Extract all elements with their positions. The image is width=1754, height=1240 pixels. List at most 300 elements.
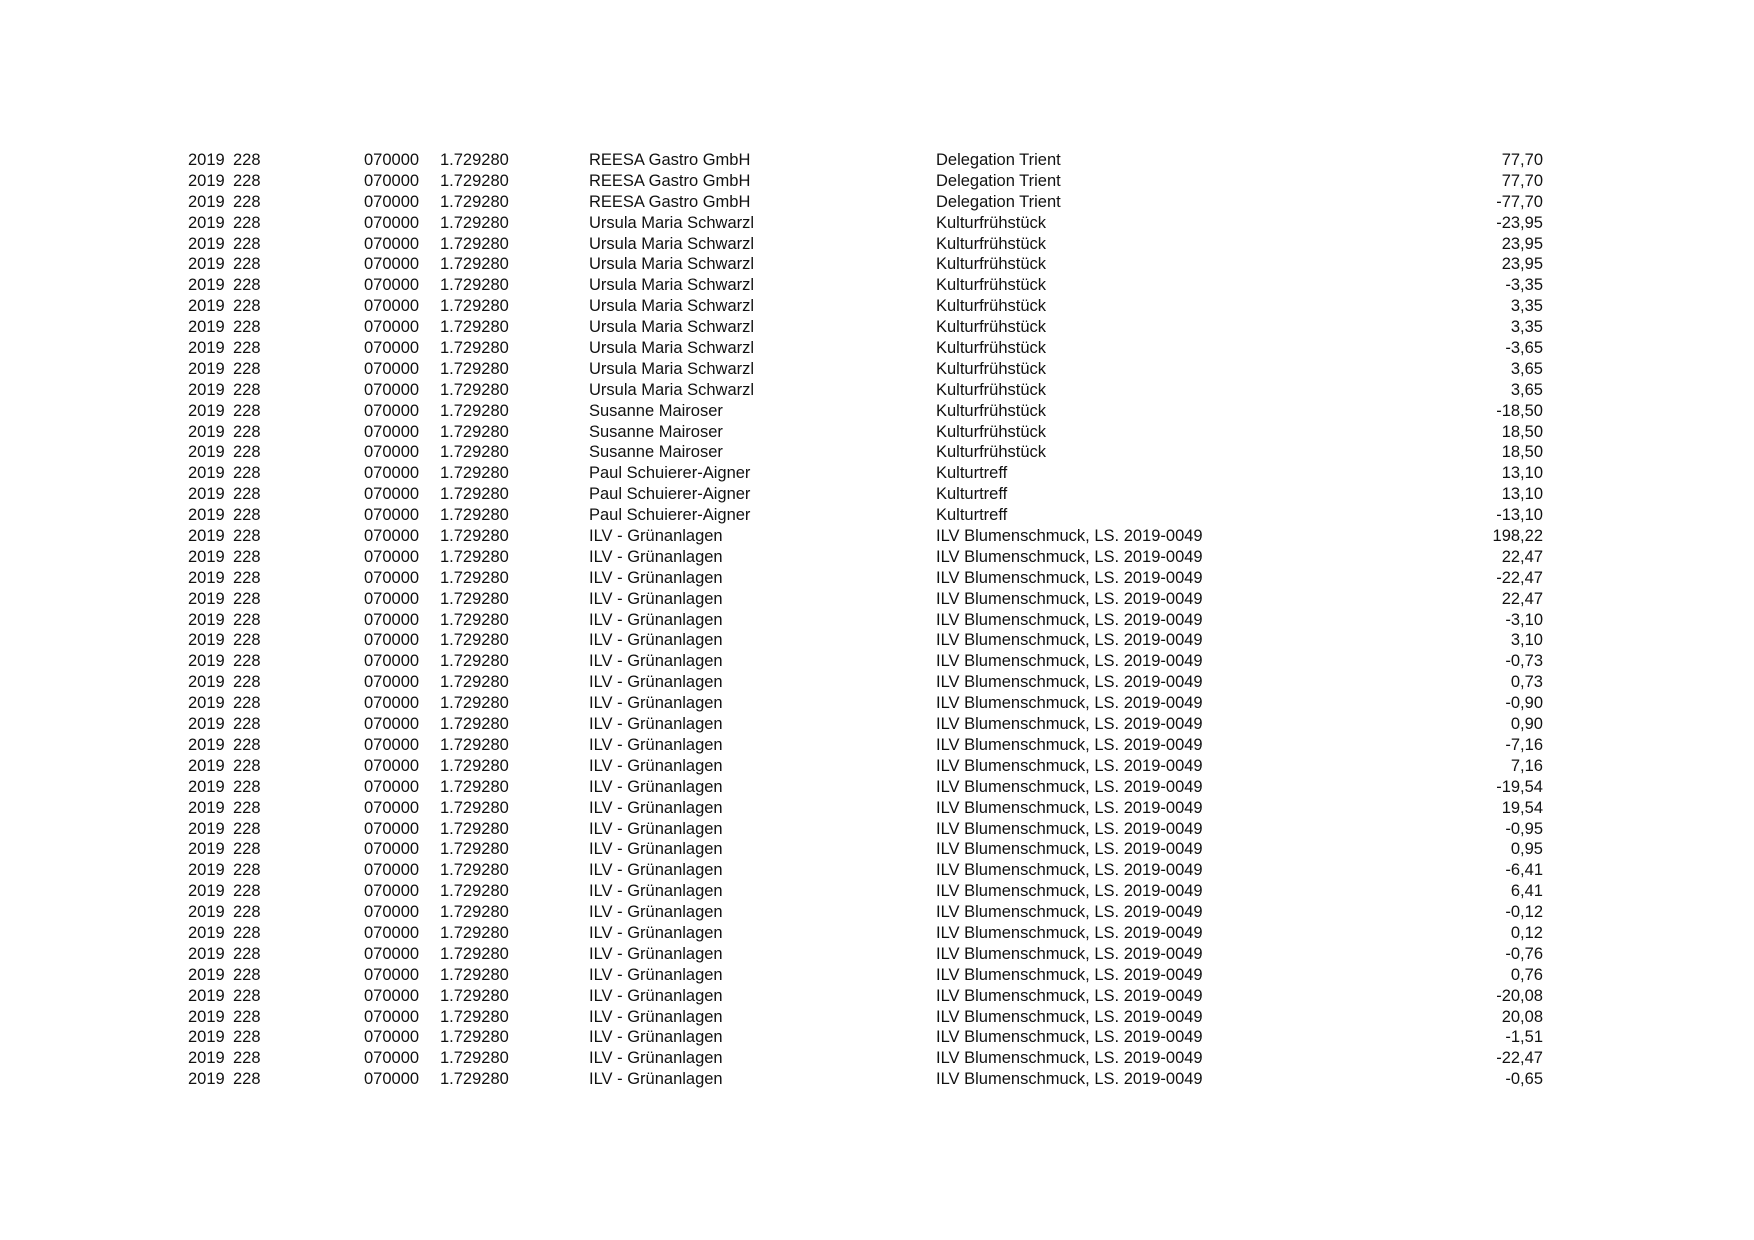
number-cell: 228	[233, 756, 261, 775]
year-cell: 2019	[188, 359, 225, 378]
description-cell: Kulturfrühstück	[936, 443, 1047, 462]
amount-cell: 22,47	[1501, 589, 1543, 608]
code-cell: 070000	[364, 359, 420, 378]
table-row	[0, 714, 1754, 735]
amount-cell: -0,90	[1505, 694, 1543, 713]
code-cell: 070000	[364, 1070, 420, 1089]
amount-cell: -20,08	[1496, 986, 1543, 1005]
code-cell: 070000	[364, 1049, 420, 1068]
year-cell: 2019	[188, 527, 225, 546]
year-cell: 2019	[188, 715, 225, 734]
amount-cell: 23,95	[1501, 234, 1543, 253]
table-row	[0, 192, 1754, 213]
year-cell: 2019	[188, 464, 225, 483]
code-cell: 070000	[364, 610, 420, 629]
name-cell: REESA Gastro GmbH	[589, 151, 751, 169]
number-cell: 228	[233, 297, 261, 316]
table-row	[0, 651, 1754, 672]
name-cell: REESA Gastro GmbH	[589, 171, 751, 190]
account-cell: 1.729280	[440, 443, 509, 462]
year-cell: 2019	[188, 318, 225, 337]
table-row	[0, 380, 1754, 401]
account-cell: 1.729280	[440, 965, 509, 984]
number-cell: 228	[233, 610, 261, 629]
code-cell: 070000	[364, 485, 420, 504]
name-cell: ILV - Grünanlagen	[589, 1007, 723, 1026]
year-cell: 2019	[188, 986, 225, 1005]
year-cell: 2019	[188, 631, 225, 650]
description-cell: ILV Blumenschmuck, LS. 2019-0049	[936, 777, 1203, 796]
number-cell: 228	[233, 401, 261, 420]
year-cell: 2019	[188, 1049, 225, 1068]
name-cell: Ursula Maria Schwarzl	[589, 339, 755, 358]
table-row	[0, 923, 1754, 944]
number-cell: 228	[233, 547, 261, 566]
name-cell: ILV - Grünanlagen	[589, 861, 723, 880]
amount-cell: 23,95	[1501, 255, 1543, 274]
amount-cell: 20,08	[1501, 1007, 1543, 1026]
account-cell: 1.729280	[440, 380, 509, 399]
description-cell: Delegation Trient	[936, 192, 1061, 211]
year-cell: 2019	[188, 861, 225, 880]
description-cell: ILV Blumenschmuck, LS. 2019-0049	[936, 986, 1203, 1005]
account-cell: 1.729280	[440, 903, 509, 922]
table-row	[0, 944, 1754, 965]
name-cell: ILV - Grünanlagen	[589, 527, 723, 546]
account-cell: 1.729280	[440, 339, 509, 358]
description-cell: ILV Blumenschmuck, LS. 2019-0049	[936, 610, 1203, 629]
account-cell: 1.729280	[440, 589, 509, 608]
amount-cell: 77,70	[1501, 171, 1543, 190]
table-row	[0, 213, 1754, 234]
account-cell: 1.729280	[440, 401, 509, 420]
code-cell: 070000	[364, 798, 420, 817]
account-cell: 1.729280	[440, 923, 509, 942]
description-cell: ILV Blumenschmuck, LS. 2019-0049	[936, 882, 1203, 901]
number-cell: 228	[233, 819, 261, 838]
description-cell: Kulturfrühstück	[936, 276, 1047, 295]
number-cell: 228	[233, 694, 261, 713]
code-cell: 070000	[364, 213, 420, 232]
description-cell: Kulturfrühstück	[936, 318, 1047, 337]
name-cell: Susanne Mairoser	[589, 443, 723, 462]
amount-cell: 3,65	[1510, 380, 1543, 399]
description-cell: Kulturfrühstück	[936, 359, 1047, 378]
table-row	[0, 401, 1754, 422]
name-cell: ILV - Grünanlagen	[589, 756, 723, 775]
account-cell: 1.729280	[440, 464, 509, 483]
account-cell: 1.729280	[440, 547, 509, 566]
description-cell: ILV Blumenschmuck, LS. 2019-0049	[936, 819, 1203, 838]
name-cell: ILV - Grünanlagen	[589, 1070, 723, 1089]
name-cell: ILV - Grünanlagen	[589, 903, 723, 922]
table-row	[0, 986, 1754, 1007]
year-cell: 2019	[188, 192, 225, 211]
year-cell: 2019	[188, 673, 225, 692]
year-cell: 2019	[188, 255, 225, 274]
name-cell: ILV - Grünanlagen	[589, 715, 723, 734]
table-row	[0, 1048, 1754, 1069]
code-cell: 070000	[364, 882, 420, 901]
code-cell: 070000	[364, 401, 420, 420]
account-cell: 1.729280	[440, 297, 509, 316]
number-cell: 228	[233, 318, 261, 337]
table-row	[0, 547, 1754, 568]
table-row	[0, 526, 1754, 547]
name-cell: ILV - Grünanlagen	[589, 923, 723, 942]
year-cell: 2019	[188, 547, 225, 566]
description-cell: ILV Blumenschmuck, LS. 2019-0049	[936, 798, 1203, 817]
description-cell: Delegation Trient	[936, 151, 1061, 169]
code-cell: 070000	[364, 777, 420, 796]
account-cell: 1.729280	[440, 485, 509, 504]
year-cell: 2019	[188, 339, 225, 358]
code-cell: 070000	[364, 1007, 420, 1026]
code-cell: 070000	[364, 861, 420, 880]
number-cell: 228	[233, 151, 261, 169]
table-row	[0, 860, 1754, 881]
year-cell: 2019	[188, 756, 225, 775]
year-cell: 2019	[188, 380, 225, 399]
number-cell: 228	[233, 944, 261, 963]
description-cell: ILV Blumenschmuck, LS. 2019-0049	[936, 1007, 1203, 1026]
name-cell: ILV - Grünanlagen	[589, 568, 723, 587]
code-cell: 070000	[364, 631, 420, 650]
account-cell: 1.729280	[440, 673, 509, 692]
year-cell: 2019	[188, 1028, 225, 1047]
table-row	[0, 463, 1754, 484]
table-row	[0, 589, 1754, 610]
account-cell: 1.729280	[440, 840, 509, 859]
name-cell: ILV - Grünanlagen	[589, 777, 723, 796]
description-cell: ILV Blumenschmuck, LS. 2019-0049	[936, 903, 1203, 922]
amount-cell: -77,70	[1496, 192, 1543, 211]
number-cell: 228	[233, 485, 261, 504]
number-cell: 228	[233, 527, 261, 546]
code-cell: 070000	[364, 652, 420, 671]
code-cell: 070000	[364, 547, 420, 566]
code-cell: 070000	[364, 171, 420, 190]
year-cell: 2019	[188, 234, 225, 253]
amount-cell: 3,35	[1510, 318, 1543, 337]
name-cell: Ursula Maria Schwarzl	[589, 318, 755, 337]
account-cell: 1.729280	[440, 777, 509, 796]
number-cell: 228	[233, 923, 261, 942]
account-cell: 1.729280	[440, 527, 509, 546]
year-cell: 2019	[188, 1070, 225, 1089]
description-cell: ILV Blumenschmuck, LS. 2019-0049	[936, 840, 1203, 859]
table-row	[0, 317, 1754, 338]
table-row	[0, 839, 1754, 860]
account-cell: 1.729280	[440, 568, 509, 587]
name-cell: Paul Schuierer-Aigner	[589, 506, 751, 525]
description-cell: ILV Blumenschmuck, LS. 2019-0049	[936, 944, 1203, 963]
name-cell: ILV - Grünanlagen	[589, 840, 723, 859]
amount-cell: -19,54	[1496, 777, 1543, 796]
number-cell: 228	[233, 1028, 261, 1047]
description-cell: Kulturfrühstück	[936, 380, 1047, 399]
amount-cell: 13,10	[1501, 464, 1543, 483]
account-cell: 1.729280	[440, 234, 509, 253]
year-cell: 2019	[188, 610, 225, 629]
table-row	[0, 610, 1754, 631]
table-row	[0, 881, 1754, 902]
description-cell: Delegation Trient	[936, 171, 1061, 190]
year-cell: 2019	[188, 944, 225, 963]
amount-cell: -22,47	[1496, 1049, 1543, 1068]
name-cell: Ursula Maria Schwarzl	[589, 380, 755, 399]
year-cell: 2019	[188, 568, 225, 587]
account-cell: 1.729280	[440, 715, 509, 734]
name-cell: ILV - Grünanlagen	[589, 694, 723, 713]
description-cell: ILV Blumenschmuck, LS. 2019-0049	[936, 694, 1203, 713]
number-cell: 228	[233, 568, 261, 587]
account-cell: 1.729280	[440, 506, 509, 525]
code-cell: 070000	[364, 464, 420, 483]
code-cell: 070000	[364, 276, 420, 295]
year-cell: 2019	[188, 589, 225, 608]
account-cell: 1.729280	[440, 1070, 509, 1089]
amount-cell: -18,50	[1496, 401, 1543, 420]
account-cell: 1.729280	[440, 359, 509, 378]
description-cell: ILV Blumenschmuck, LS. 2019-0049	[936, 861, 1203, 880]
year-cell: 2019	[188, 276, 225, 295]
number-cell: 228	[233, 903, 261, 922]
amount-cell: 3,10	[1510, 631, 1543, 650]
table-row	[0, 171, 1754, 192]
amount-cell: -22,47	[1496, 568, 1543, 587]
name-cell: ILV - Grünanlagen	[589, 986, 723, 1005]
account-cell: 1.729280	[440, 255, 509, 274]
number-cell: 228	[233, 213, 261, 232]
description-cell: ILV Blumenschmuck, LS. 2019-0049	[936, 547, 1203, 566]
code-cell: 070000	[364, 506, 420, 525]
code-cell: 070000	[364, 380, 420, 399]
code-cell: 070000	[364, 673, 420, 692]
amount-cell: 7,16	[1510, 756, 1543, 775]
number-cell: 228	[233, 777, 261, 796]
number-cell: 228	[233, 422, 261, 441]
description-cell: ILV Blumenschmuck, LS. 2019-0049	[936, 715, 1203, 734]
name-cell: Ursula Maria Schwarzl	[589, 255, 755, 274]
table-row	[0, 693, 1754, 714]
code-cell: 070000	[364, 923, 420, 942]
table-row	[0, 902, 1754, 923]
number-cell: 228	[233, 882, 261, 901]
description-cell: Kulturfrühstück	[936, 297, 1047, 316]
amount-cell: -0,95	[1505, 819, 1543, 838]
year-cell: 2019	[188, 882, 225, 901]
number-cell: 228	[233, 171, 261, 190]
amount-cell: 0,95	[1510, 840, 1543, 859]
account-cell: 1.729280	[440, 276, 509, 295]
account-cell: 1.729280	[440, 318, 509, 337]
name-cell: Paul Schuierer-Aigner	[589, 464, 751, 483]
description-cell: ILV Blumenschmuck, LS. 2019-0049	[936, 527, 1203, 546]
year-cell: 2019	[188, 923, 225, 942]
account-cell: 1.729280	[440, 756, 509, 775]
code-cell: 070000	[364, 1028, 420, 1047]
name-cell: Susanne Mairoser	[589, 401, 723, 420]
code-cell: 070000	[364, 903, 420, 922]
year-cell: 2019	[188, 798, 225, 817]
code-cell: 070000	[364, 527, 420, 546]
code-cell: 070000	[364, 840, 420, 859]
table-row	[0, 1027, 1754, 1048]
description-cell: ILV Blumenschmuck, LS. 2019-0049	[936, 923, 1203, 942]
table-row	[0, 442, 1754, 463]
number-cell: 228	[233, 965, 261, 984]
number-cell: 228	[233, 798, 261, 817]
description-cell: ILV Blumenschmuck, LS. 2019-0049	[936, 631, 1203, 650]
name-cell: Susanne Mairoser	[589, 422, 723, 441]
description-cell: ILV Blumenschmuck, LS. 2019-0049	[936, 673, 1203, 692]
table-row	[0, 819, 1754, 840]
number-cell: 228	[233, 840, 261, 859]
account-cell: 1.729280	[440, 213, 509, 232]
name-cell: REESA Gastro GmbH	[589, 192, 751, 211]
description-cell: Kulturfrühstück	[936, 234, 1047, 253]
amount-cell: 77,70	[1501, 151, 1543, 169]
description-cell: ILV Blumenschmuck, LS. 2019-0049	[936, 1028, 1203, 1047]
account-cell: 1.729280	[440, 610, 509, 629]
year-cell: 2019	[188, 506, 225, 525]
name-cell: ILV - Grünanlagen	[589, 944, 723, 963]
description-cell: ILV Blumenschmuck, LS. 2019-0049	[936, 965, 1203, 984]
amount-cell: 18,50	[1501, 443, 1543, 462]
account-cell: 1.729280	[440, 192, 509, 211]
table-row	[0, 422, 1754, 443]
table-row	[0, 1069, 1754, 1090]
name-cell: Paul Schuierer-Aigner	[589, 485, 751, 504]
year-cell: 2019	[188, 777, 225, 796]
name-cell: ILV - Grünanlagen	[589, 1049, 723, 1068]
amount-cell: -0,73	[1505, 652, 1543, 671]
number-cell: 228	[233, 1049, 261, 1068]
amount-cell: -3,10	[1505, 610, 1543, 629]
account-cell: 1.729280	[440, 1028, 509, 1047]
description-cell: ILV Blumenschmuck, LS. 2019-0049	[936, 735, 1203, 754]
number-cell: 228	[233, 861, 261, 880]
table-row	[0, 756, 1754, 777]
table-row	[0, 777, 1754, 798]
number-cell: 228	[233, 339, 261, 358]
number-cell: 228	[233, 986, 261, 1005]
amount-cell: 198,22	[1492, 527, 1543, 546]
year-cell: 2019	[188, 903, 225, 922]
code-cell: 070000	[364, 443, 420, 462]
name-cell: Ursula Maria Schwarzl	[589, 213, 755, 232]
code-cell: 070000	[364, 944, 420, 963]
name-cell: ILV - Grünanlagen	[589, 882, 723, 901]
name-cell: Ursula Maria Schwarzl	[589, 297, 755, 316]
code-cell: 070000	[364, 297, 420, 316]
amount-cell: -0,12	[1505, 903, 1543, 922]
ledger-table	[0, 150, 1754, 1090]
account-cell: 1.729280	[440, 652, 509, 671]
number-cell: 228	[233, 673, 261, 692]
table-row	[0, 296, 1754, 317]
table-row	[0, 798, 1754, 819]
description-cell: ILV Blumenschmuck, LS. 2019-0049	[936, 568, 1203, 587]
name-cell: ILV - Grünanlagen	[589, 652, 723, 671]
year-cell: 2019	[188, 819, 225, 838]
amount-cell: -7,16	[1505, 735, 1543, 754]
year-cell: 2019	[188, 422, 225, 441]
table-row	[0, 338, 1754, 359]
account-cell: 1.729280	[440, 986, 509, 1005]
name-cell: ILV - Grünanlagen	[589, 819, 723, 838]
amount-cell: -1,51	[1505, 1028, 1543, 1047]
amount-cell: 19,54	[1501, 798, 1543, 817]
account-cell: 1.729280	[440, 944, 509, 963]
amount-cell: -23,95	[1496, 213, 1543, 232]
name-cell: ILV - Grünanlagen	[589, 610, 723, 629]
year-cell: 2019	[188, 485, 225, 504]
number-cell: 228	[233, 380, 261, 399]
name-cell: ILV - Grünanlagen	[589, 631, 723, 650]
number-cell: 228	[233, 652, 261, 671]
description-cell: Kulturtreff	[936, 464, 1008, 483]
number-cell: 228	[233, 443, 261, 462]
code-cell: 070000	[364, 735, 420, 754]
amount-cell: 3,35	[1510, 297, 1543, 316]
year-cell: 2019	[188, 965, 225, 984]
table-row	[0, 254, 1754, 275]
number-cell: 228	[233, 735, 261, 754]
amount-cell: -6,41	[1505, 861, 1543, 880]
table-row	[0, 1007, 1754, 1028]
year-cell: 2019	[188, 171, 225, 190]
description-cell: Kulturfrühstück	[936, 255, 1047, 274]
year-cell: 2019	[188, 213, 225, 232]
number-cell: 228	[233, 506, 261, 525]
code-cell: 070000	[364, 192, 420, 211]
amount-cell: -0,76	[1505, 944, 1543, 963]
account-cell: 1.729280	[440, 694, 509, 713]
year-cell: 2019	[188, 443, 225, 462]
year-cell: 2019	[188, 151, 225, 169]
table-row	[0, 484, 1754, 505]
account-cell: 1.729280	[440, 151, 509, 169]
description-cell: ILV Blumenschmuck, LS. 2019-0049	[936, 652, 1203, 671]
table-row	[0, 630, 1754, 651]
table-row	[0, 234, 1754, 255]
amount-cell: 13,10	[1501, 485, 1543, 504]
number-cell: 228	[233, 1070, 261, 1089]
description-cell: Kulturfrühstück	[936, 422, 1047, 441]
account-cell: 1.729280	[440, 631, 509, 650]
description-cell: ILV Blumenschmuck, LS. 2019-0049	[936, 589, 1203, 608]
year-cell: 2019	[188, 735, 225, 754]
code-cell: 070000	[364, 568, 420, 587]
description-cell: Kulturfrühstück	[936, 213, 1047, 232]
code-cell: 070000	[364, 151, 420, 169]
code-cell: 070000	[364, 422, 420, 441]
account-cell: 1.729280	[440, 422, 509, 441]
table-row	[0, 672, 1754, 693]
table-row	[0, 359, 1754, 380]
account-cell: 1.729280	[440, 1049, 509, 1068]
name-cell: Ursula Maria Schwarzl	[589, 276, 755, 295]
number-cell: 228	[233, 192, 261, 211]
name-cell: ILV - Grünanlagen	[589, 1028, 723, 1047]
name-cell: ILV - Grünanlagen	[589, 589, 723, 608]
year-cell: 2019	[188, 297, 225, 316]
amount-cell: 0,76	[1510, 965, 1543, 984]
year-cell: 2019	[188, 652, 225, 671]
code-cell: 070000	[364, 819, 420, 838]
